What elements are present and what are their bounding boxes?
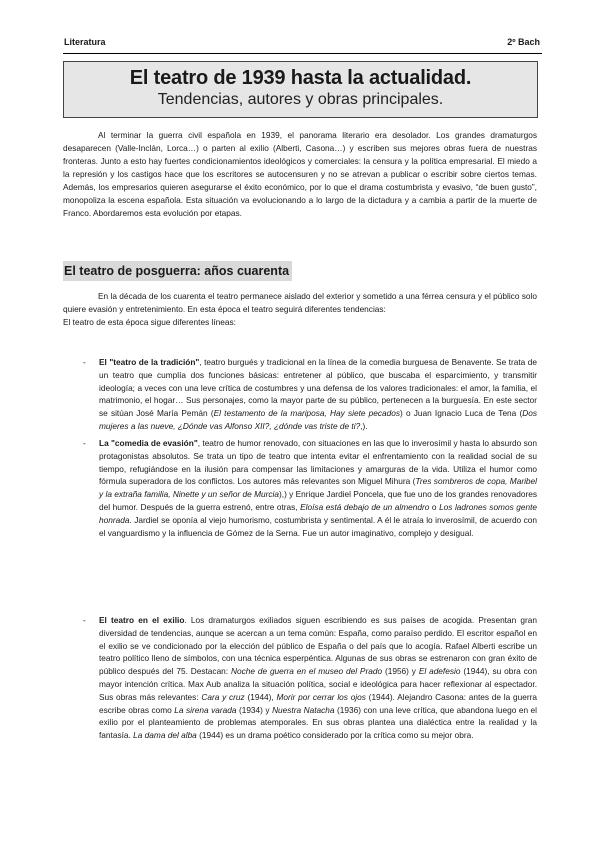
header-rule	[63, 53, 542, 54]
trend-list	[63, 356, 537, 433]
header-subject: Literatura	[64, 37, 106, 47]
page-subtitle: Tendencias, autores y obras principales.	[157, 91, 444, 108]
list-item-evasion	[63, 437, 537, 539]
work-title: Noche de guerra en el museo del Prado	[230, 666, 383, 677]
running-header	[64, 37, 540, 51]
work-title: Cara y cruz	[201, 691, 245, 702]
work-title: La sirena varada	[174, 704, 237, 715]
item-text: (1944) es un drama poético considerado por la crítica como su mejor obra.	[196, 730, 474, 741]
section-lead: El teatro de esta época sigue diferentes líneas:	[63, 317, 236, 327]
list-dash: -	[83, 615, 86, 625]
item-text: , teatro burgués y tradicional en la línea de la comedia burguesa de Benavente. Se trata de un teatro que cumplía dos funciones básicas: entretener al público, que buscaba el esparcimiento, y transmitir ideología; a veces con una leve crítica de costumbres y una defensa de los valores tradicionales: el amor, la familia, el matrimonio, el hogar… Sus personajes, como la mayor parte de su público, pertenecen a la burguesía. En este sector se sitúan José María Pemán (	[99, 357, 537, 419]
work-title: La dama del alba	[133, 730, 197, 741]
intro-block	[63, 129, 537, 220]
work-title: Nuestra Natacha	[272, 704, 335, 715]
list-item-tradicion	[63, 356, 537, 433]
list-dash: -	[83, 438, 86, 448]
list-dash: -	[83, 357, 86, 367]
item-term: La "comedia de evasión"	[99, 438, 198, 448]
trend-list-3	[63, 614, 537, 742]
item-text: , teatro de humor renovado, con situaciones en las que lo inverosímil y hasta lo absurdo son protagonistas absolutos. Se trata un tipo de teatro que intenta evitar el enfrentamiento con la realidad social de su tiempo, refugiándose en la ilusión para compensar las limitaciones y amarguras de la vida. Utiliza el humor como fórmula superadora de los conflictos. Los autores más relevantes son Miguel Mihura (	[99, 438, 537, 487]
intro-paragraph: Al terminar la guerra civil española en 1939, el panorama literario era desolador. Los grandes dramaturgos desaparecen (Valle-Inclán, Lorca…) o parten al exilio (Alberti, Casona…) y escriben sus mejores obras fuera de nuestras fronteras. Junto a esto hay fuertes condicionamientos ideológicos y comerciales: la censura y la política empresarial. El miedo a la represión y los castigos hace que los escritores se autocensuren y no se atrevan a publicar o escribir sobre ciertos temas. Además, los empresarios quieren asegurarse el éxito económico, por lo que el drama costumbrista y evasivo, “de buen gusto”, monopoliza la escena española. Esta situación va evolucionando a lo largo de la dictadura y a cambia a partir de la muerte de Franco. Abordaremos esta evolución por etapas.	[63, 130, 537, 218]
work-title: Morir por cerrar los ojos	[276, 691, 366, 702]
section-heading: El teatro de posguerra: años cuarenta	[63, 261, 292, 281]
item-term: El "teatro de la tradición"	[99, 357, 200, 367]
item-text: ),) y Enrique Jardiel Poncela, que fue uno de los grandes renovadores del humor. Después de la guerra estrenó, entre otras,	[99, 489, 537, 512]
work-title: Tres sombreros de copa, Maribel y la extraña familia, Ninette y un señor de Murcia	[99, 476, 537, 500]
item-text: ) o Juan Ignacio Luca de Tena (	[400, 408, 523, 419]
trend-list-2	[63, 437, 537, 539]
item-text: (1936) con una leve crítica, que abandona luego en el exilio por el planteamiento de problemas atemporales. En sus obras plantea una dialéctica entre la realidad y la fantasía.	[99, 704, 538, 741]
item-text: (1934) y	[236, 704, 273, 715]
item-text: . Los dramaturgos exiliados siguen escribiendo es sus países de acogida. Presentan gran diversidad de tendencias, aunque se acercan a un tema común: España, como paraíso perdido. El escritor español en el exilio se ve condicionado por la elección del público de España o del país que lo acogía. Rafael Alberti escribe un teatro político lleno de símbolos, con una técnica esperpéntica. Algunas de sus obras se estrenaron con gran éxito de público después del 75. Destacan:	[99, 615, 537, 677]
item-text: (1944),	[244, 691, 277, 702]
work-title: El testamento de la mariposa, Hay siete pecados	[213, 408, 401, 419]
item-text: . Jardiel se oponía al viejo humorismo, costumbrista y sentimental. A él le atraía lo inverosímil, de acuerdo con el vanguardismo y la influencia de Gómez de la Serna. Fue un autor imaginativo, complejo y desigual.	[99, 514, 537, 538]
work-title: Dos mujeres a las nueve, ¿Dónde vas Alfonso XII?, ¿dónde vas triste de ti?	[99, 408, 537, 431]
section-intro-block	[63, 290, 537, 329]
work-title: Los ladrones somos gente honrada	[99, 501, 538, 525]
section-paragraph: En la década de los cuarenta el teatro permanece aislado del exterior y sometido a una férrea censura y el público solo quiere evasión y entretenimiento. En esta época el teatro seguirá diferentes tendencias:	[63, 291, 537, 314]
title-box	[63, 61, 538, 118]
work-title: Eloísa está debajo de un almendro	[300, 501, 430, 512]
list-item-exilio	[63, 614, 537, 742]
header-course: 2º Bach	[507, 37, 540, 47]
item-text: (1944). Alejandro Casona: antes de la guerra escribe obras como	[99, 691, 537, 715]
page-title: El teatro de 1939 hasta la actualidad.	[129, 67, 472, 89]
item-term: El teatro en el exilio	[99, 615, 185, 625]
item-text: (1944), su obra con mayor intención crítica. Max Aub analiza la situación política, social e ideológica para hacer reflexionar al espectador. Sus obras más relevantes:	[99, 666, 537, 702]
item-text: ,).	[360, 420, 368, 431]
item-text: o	[429, 501, 440, 512]
work-title: El adefesio	[418, 666, 461, 677]
item-text: (1956) y	[382, 666, 419, 677]
